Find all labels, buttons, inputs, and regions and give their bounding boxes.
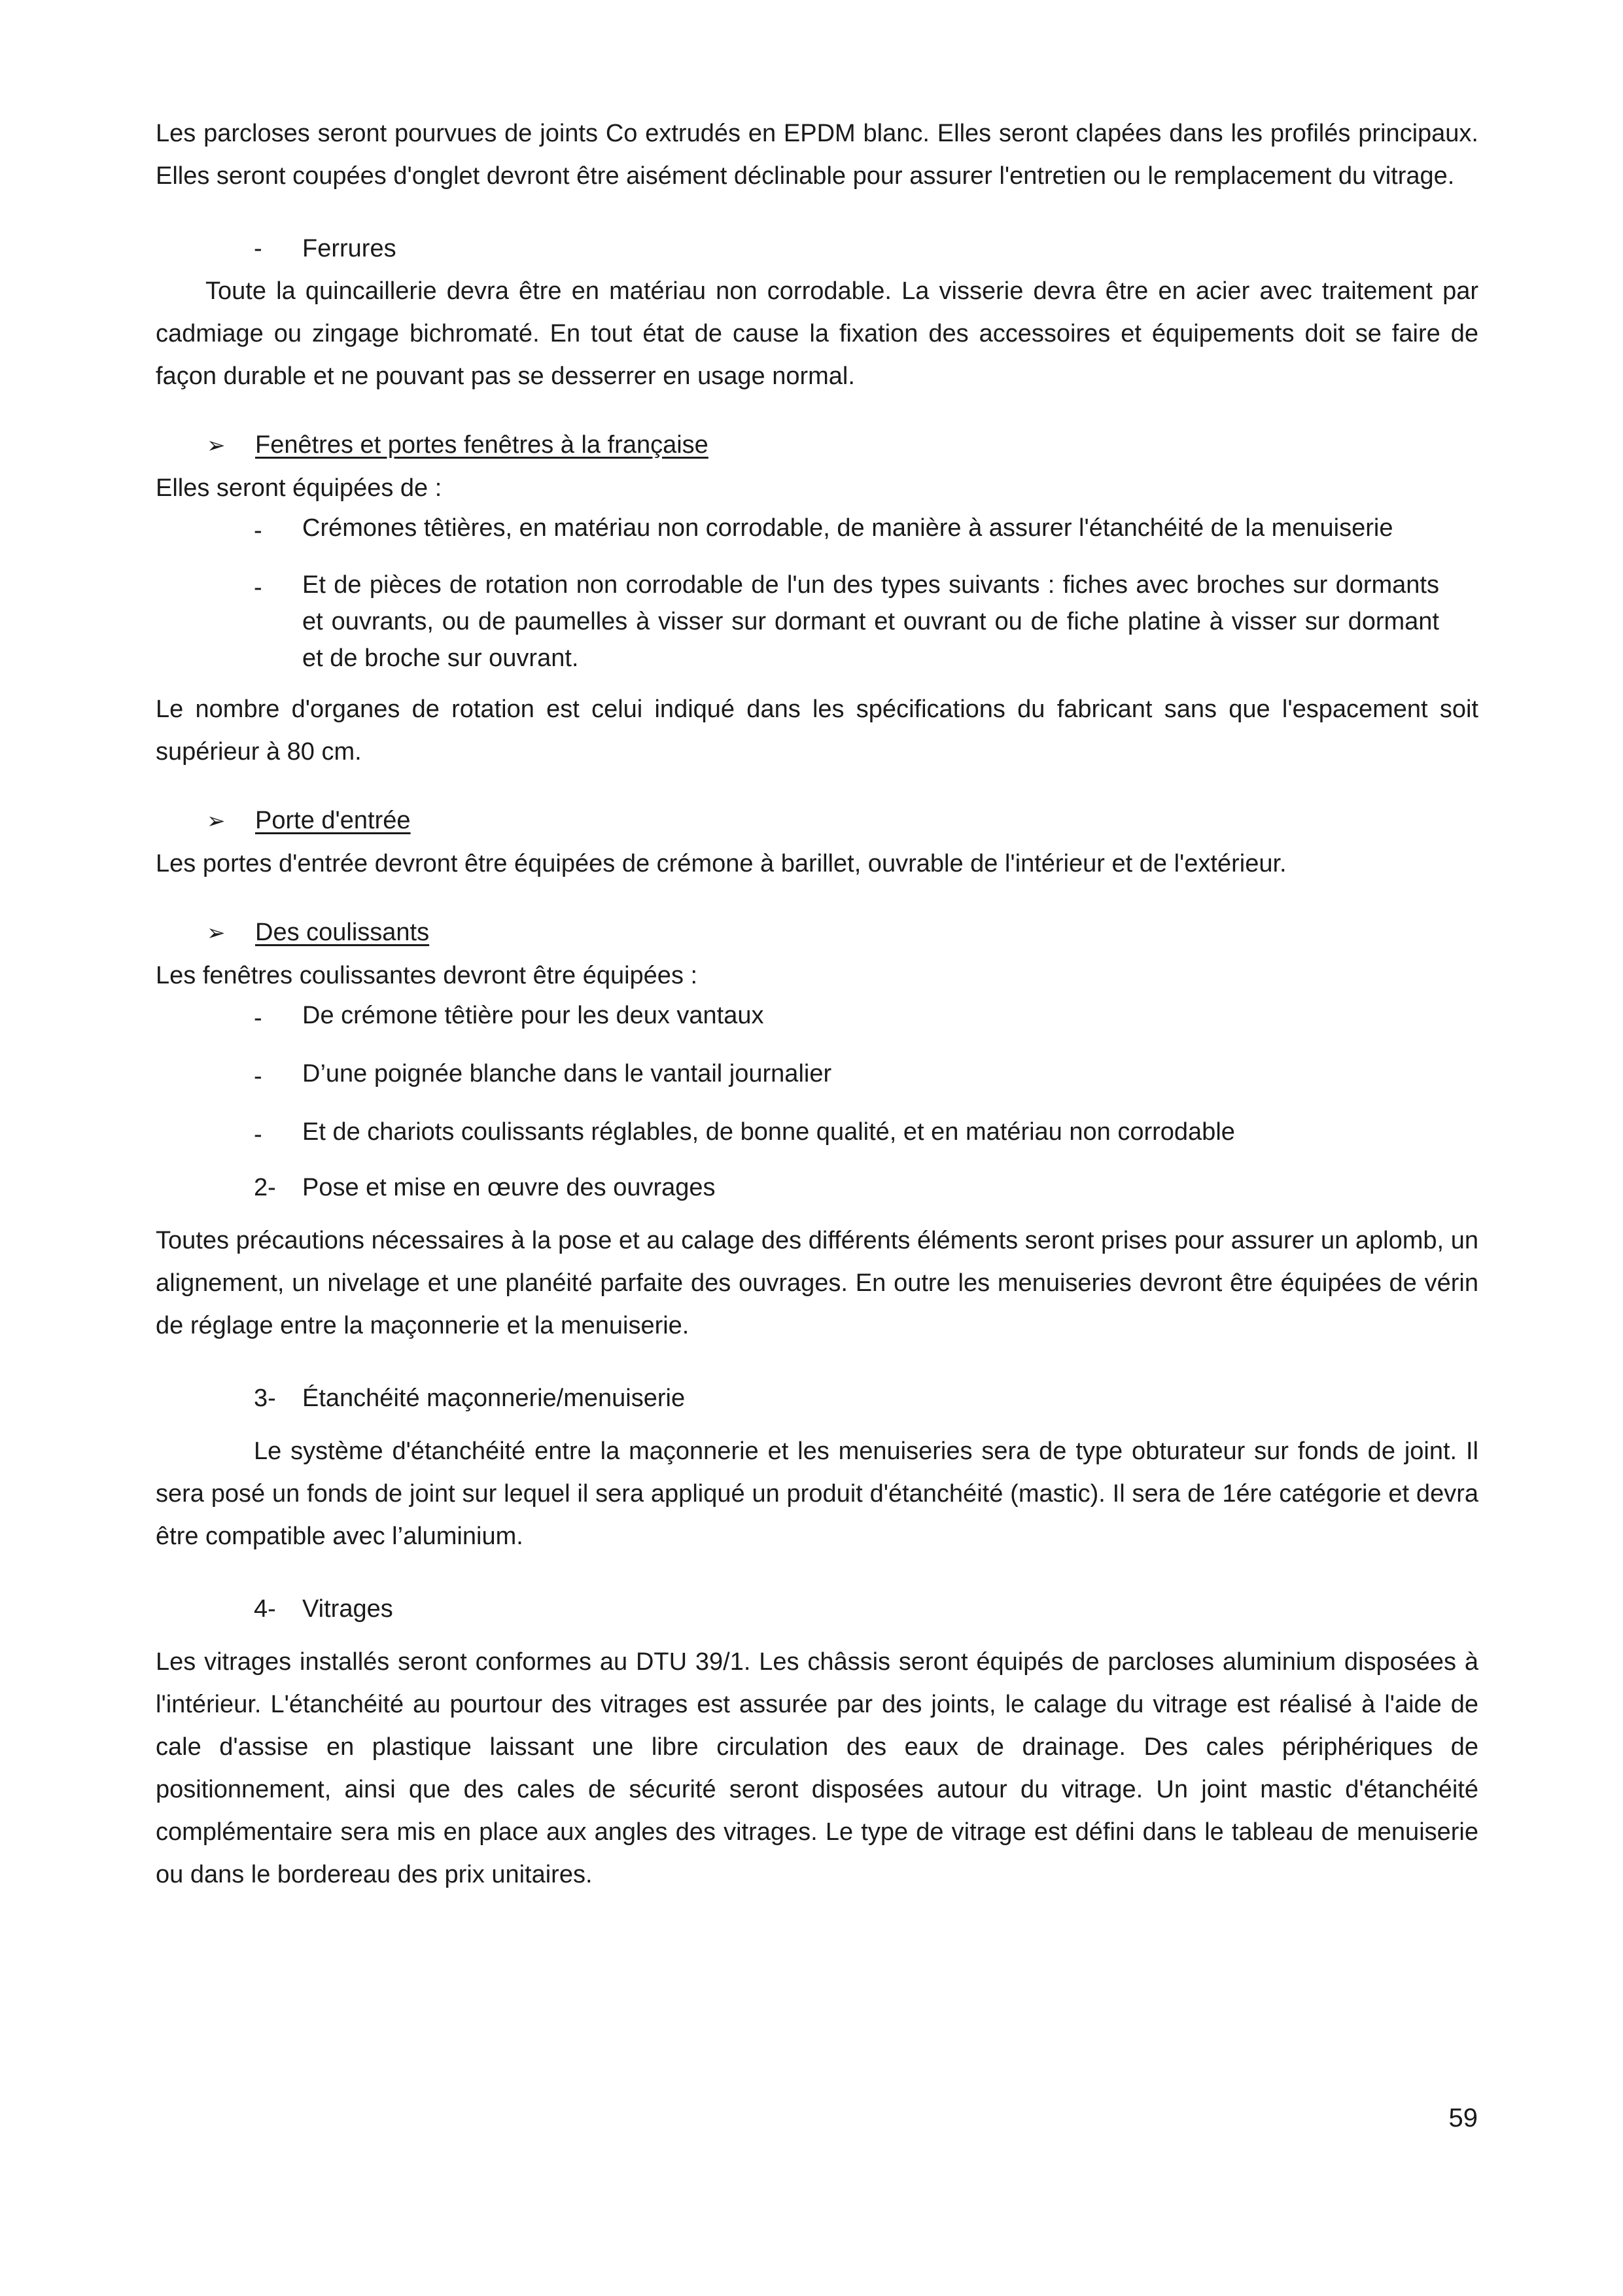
list-item	[156, 1055, 1478, 1098]
paragraph-rotation: Le nombre d'organes de rotation est celui indiqué dans les spécifications du fabricant sans que l'espacement soit supérieur à 80 cm.	[156, 696, 1478, 766]
heading-porte	[156, 800, 1478, 843]
arrow-bullet-icon: ➢	[207, 433, 226, 458]
heading-marker: -	[254, 235, 262, 262]
heading-label: Vitrages	[302, 1595, 393, 1623]
list-item-text: Et de chariots coulissants réglables, de bonne qualité, et en matériau non corrodable	[302, 1118, 1235, 1146]
list-item-text: Crémones têtières, en matériau non corrodable, de manière à assurer l'étanchéité de la menuiserie	[302, 514, 1393, 542]
arrow-bullet-icon: ➢	[207, 809, 226, 834]
heading-number: 3-	[254, 1385, 276, 1412]
heading-label: Fenêtres et portes fenêtres à la française	[255, 431, 708, 459]
paragraph-fenetres-intro: Elles seront équipées de :	[156, 474, 442, 502]
heading-label: Étanchéité maçonnerie/menuiserie	[302, 1385, 686, 1412]
heading-ferrures	[156, 228, 1478, 270]
arrow-bullet-icon: ➢	[207, 921, 226, 945]
paragraph-parcloses: Les parcloses seront pourvues de joints Co extrudés en EPDM blanc. Elles seront clapées dans les profilés principaux. Elles seront coupées d'onglet devront être aisément déclinable pour assurer l'entretien ou le remplacement du vitrage.	[156, 120, 1478, 190]
list-fenetres	[156, 510, 1478, 677]
heading-number: 2-	[254, 1174, 276, 1201]
paragraph-vitrages: Les vitrages installés seront conformes au DTU 39/1. Les châssis seront équipés de parcloses aluminium disposées à l'intérieur. L'étanchéité au pourtour des vitrages est assurée par des joints, le calage du vitrage est réalisé à l'aide de cale d'assise en plastique laissant une libre circulation des eaux de drainage. Des cales périphériques de positionnement, ainsi que des cales de sécurité seront disposées autour du vitrage. Un joint mastic d'étanchéité complémentaire sera mis en place aux angles des vitrages. Le type de vitrage est défini dans le tableau de menuiserie ou dans le bordereau des prix unitaires.	[156, 1648, 1478, 1888]
list-item	[156, 1114, 1478, 1156]
paragraph-coulissants-intro: Les fenêtres coulissantes devront être équipées :	[156, 962, 698, 989]
document-page	[156, 113, 1478, 1896]
paragraph-ferrures: Toute la quincaillerie devra être en matériau non corrodable. La visserie devra être en acier avec traitement par cadmiage ou zingage bichromaté. En tout état de cause la fixation des accessoires et équipements doit se faire de façon durable et ne pouvant pas se desserrer en usage normal.	[156, 277, 1478, 390]
list-item	[156, 510, 1478, 552]
paragraph-porte: Les portes d'entrée devront être équipées de crémone à barillet, ouvrable de l'intérieur et de l'extérieur.	[156, 850, 1287, 877]
list-item-text: Et de pièces de rotation non corrodable de l'un des types suivants : fiches avec broches sur dormants et ouvrants, ou de paumelles à visser sur dormant et ouvrant ou de fiche platine à visser sur dormant et de broche sur ouvrant.	[302, 571, 1439, 672]
heading-number: 4-	[254, 1595, 276, 1623]
list-item-text: De crémone têtière pour les deux vantaux	[302, 1002, 764, 1029]
dash-bullet: -	[254, 1121, 262, 1148]
heading-fenetres	[156, 424, 1478, 467]
heading-label: Ferrures	[302, 235, 396, 262]
heading-label: Des coulissants	[255, 919, 430, 946]
dash-bullet: -	[254, 517, 262, 544]
heading-label: Pose et mise en œuvre des ouvrages	[302, 1174, 716, 1201]
heading-label: Porte d'entrée	[255, 807, 411, 834]
dash-bullet: -	[254, 1004, 262, 1032]
dash-bullet: -	[254, 1063, 262, 1090]
heading-etancheite	[156, 1377, 1478, 1420]
list-coulissants	[156, 997, 1478, 1156]
heading-pose	[156, 1167, 1478, 1209]
paragraph-etancheite: Le système d'étanchéité entre la maçonnerie et les menuiseries sera de type obturateur sur fonds de joint. Il sera posé un fonds de joint sur lequel il sera appliqué un produit d'étanchéité (mastic). Il sera de 1ére catégorie et devra être compatible avec l’aluminium.	[156, 1438, 1478, 1550]
heading-vitrages	[156, 1588, 1478, 1631]
list-item	[156, 567, 1478, 677]
dash-bullet: -	[254, 574, 262, 601]
list-item-text: D’une poignée blanche dans le vantail journalier	[302, 1060, 832, 1087]
heading-coulissants	[156, 911, 1478, 955]
page-number: 59	[1448, 2104, 1478, 2132]
paragraph-pose: Toutes précautions nécessaires à la pose et au calage des différents éléments seront prises pour assurer un aplomb, un alignement, un nivelage et une planéité parfaite des ouvrages. En outre les menuiseries devront être équipées de vérin de réglage entre la maçonnerie et la menuiserie.	[156, 1227, 1478, 1339]
list-item	[156, 997, 1478, 1040]
